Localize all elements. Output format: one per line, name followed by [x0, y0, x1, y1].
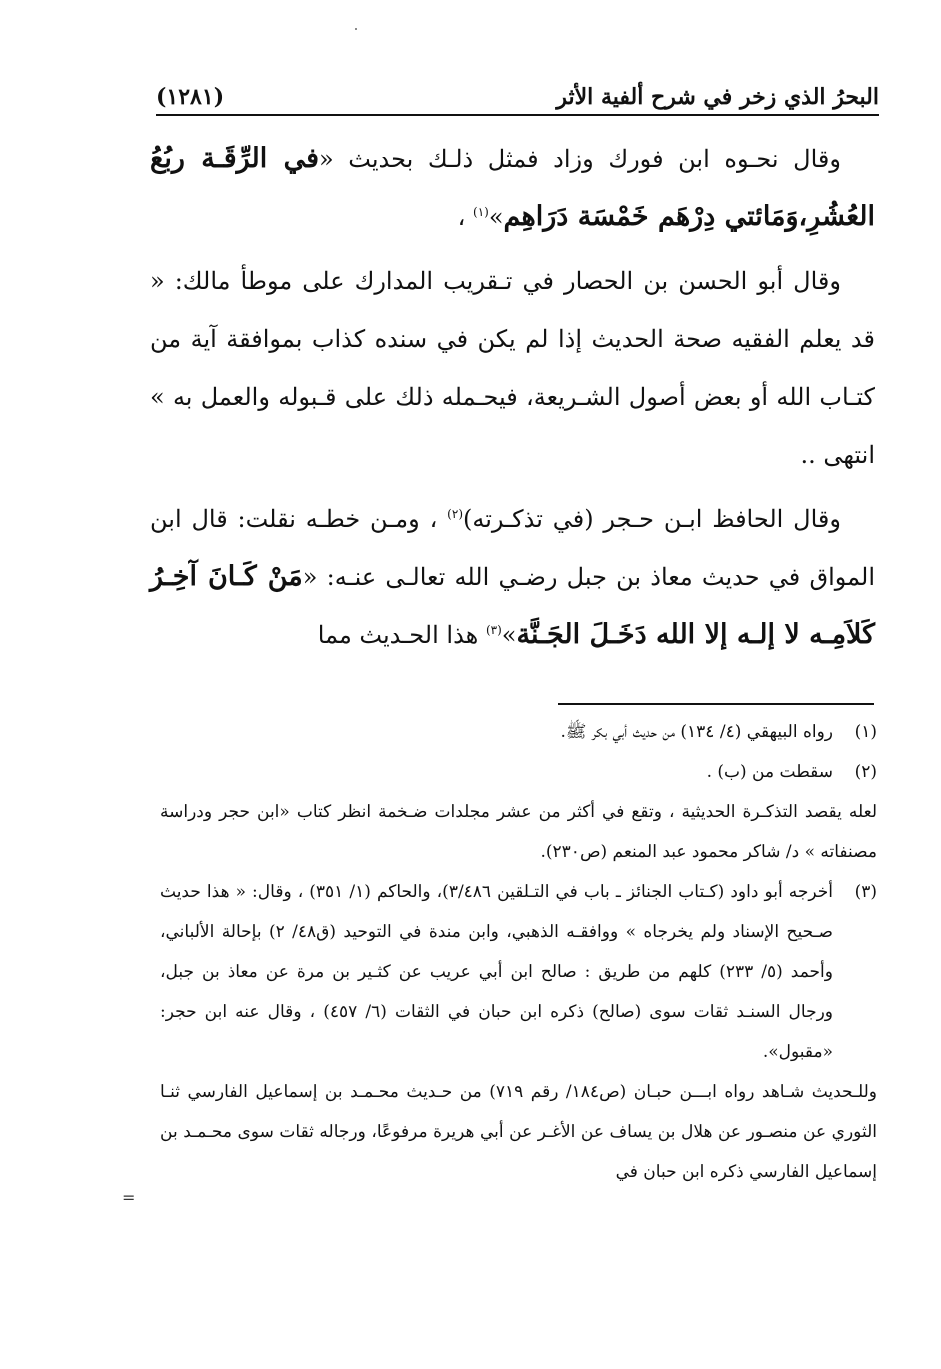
footnote-1: [160, 712, 877, 752]
footnote-ref-2: (٢): [447, 507, 463, 521]
page-number: (١٢٨١): [156, 84, 225, 110]
main-text: [150, 130, 875, 670]
running-title: البحرُ الذي زخر في شرح ألفية الأثر: [556, 84, 879, 110]
page-header: [156, 70, 879, 110]
header-rule: [156, 114, 879, 116]
hadith-text-1: في الرِّقَـة ربُعُ العُشُرِ،وَمَائتي دِرْهَم خَمْسَة دَرَاهِم: [150, 143, 875, 232]
footnote-number: (٢): [854, 762, 877, 782]
footnote-text: سقطت من (ب) .: [706, 762, 833, 782]
footnote-separator: [558, 703, 874, 705]
quote-close-2: »: [501, 621, 517, 649]
footnote-3: [160, 872, 877, 1072]
footnote-text: رواه البيهقي (٤/ ١٣٤) من حديث أبي بكر ﷺ.: [560, 722, 833, 742]
footnote-number: (١): [854, 722, 877, 742]
footnote-ref-3: (٣): [485, 623, 502, 637]
paragraph-1-intro: وقال نحـوه ابن فورك وزاد فمثل ذلـك بحديث «: [319, 145, 841, 173]
footnote-2: [160, 752, 877, 792]
footnote-3-continuation: وللـحديث شـاهد رواه ابـــن حبـان (ص١٨٤/ رقم ٧١٩) من حـديث محـمـد بن إسماعيل الفارسي ثنـا الثوري عن منصـور عن هلال بن يساف عن الأغـر عن أبي هريرة مرفوعًا، ورجاله ثقات سوى محـمـد بن إسماعيل الفارسي ذكره ابن حبان في: [160, 1082, 878, 1182]
hadith-text-2: مَنْ كَـانَ آخِـرُ كَلاَمِـه لا إلـه إلا الله دَخَـلَ الجَـنَّة: [150, 561, 875, 650]
paragraph-3: [150, 490, 875, 664]
paragraph-3-intro: وقال الحافظ ابـن حـجر (في تذكـرته): [463, 505, 841, 533]
footnotes: [160, 712, 877, 1192]
paragraph-1: [150, 130, 875, 246]
quote-close-1: »: [488, 203, 504, 231]
scan-speck: [355, 28, 357, 30]
footnote-2-continuation: لعله يقصد التذكـرة الحديثية ، وتقع في أكثر من عشر مجلدات ضـخمة انظر كتاب «ابن حجر ودراسة مصنفاته » د/ شاكر محمود عبد المنعم (ص٢٣٠).: [160, 802, 877, 862]
margin-mark: =: [122, 1188, 136, 1207]
paragraph-2: وقال أبو الحسن بن الحصار في تـقريب المدارك على موطأ مالك: « قد يعلم الفقيه صحة الحديث إذا لم يكن في سنده كذاب بموافقة آية من كتـاب الله أو بعض أصول الشـريعة، فيحـمله ذلك على قـبوله والعمل به » انتهى ..: [150, 267, 875, 469]
paragraph-3-middle: ، ومـن خطـه نقلت: قال ابن المواق في حديث معاذ بن جبل رضـي الله تعالـى عنـه: «: [150, 505, 875, 591]
footnote-number: (٣): [854, 882, 877, 902]
footnote-text: أخرجه أبو داود (كـتاب الجنائز ـ باب في التـلقين ٣/٤٨٦)، والحاكم (١/ ٣٥١) ، وقال: « هذا حديث صـحيح الإسناد ولم يخرجاه » ووافقـه الذهبي، وابن مندة في التوحيد (ق٤٨/ ٢) بإحالة الألباني، وأحمد (٥/ ٢٣٣) كلهم من طريق : صالح ابن أبي عريب عن كثـير بن مرة عن معاذ بن جبل، ورجال السنـد ثقات سوى (صالح) ذكره ابن حبان في الثقات (٦/ ٤٥٧) ، وقال عنه ابن حجر: «مقبول».: [160, 882, 834, 1062]
paragraph-1-end: ،: [457, 203, 474, 231]
paragraph-3-end: هذا الحـديث مما: [317, 621, 486, 649]
footnote-ref-1: (١): [473, 205, 489, 219]
